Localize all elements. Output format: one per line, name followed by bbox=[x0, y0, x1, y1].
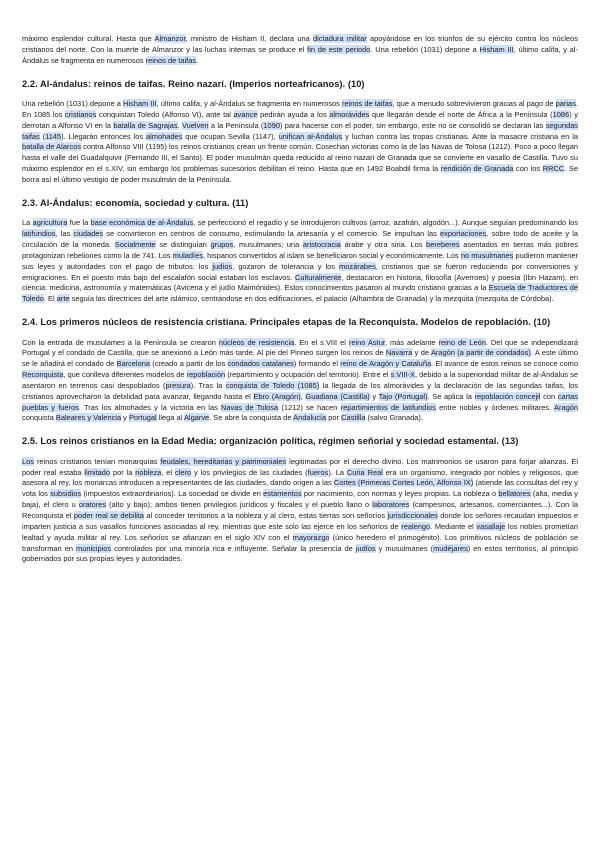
text-run: reinos cristianos tenían monarquías bbox=[34, 456, 161, 466]
text-run: , cristianos que se fueron reduciendo por conversiones y emigraciones. En el puesto más bajo del escalafón social estaban los esclavos. bbox=[22, 261, 578, 282]
text-run: , más adelante bbox=[384, 337, 439, 347]
highlighted-term: Aragón bbox=[554, 402, 578, 412]
text-run: , ministro de Hisham II, declara una bbox=[185, 34, 313, 43]
text-run: Una rebelión (1031) depone a bbox=[22, 99, 124, 109]
text-run: . En 1085 los bbox=[22, 99, 578, 119]
text-run: se distinguían bbox=[155, 239, 211, 249]
text-run: y musulmanes ( bbox=[375, 543, 434, 553]
text-run: con bbox=[540, 391, 558, 401]
highlighted-term: mudéjares bbox=[433, 543, 468, 553]
highlighted-term: Escuela de Traductores de Toledo bbox=[22, 283, 578, 304]
section-2-4-paragraph bbox=[22, 338, 578, 425]
highlighted-term: subsidios bbox=[50, 489, 82, 499]
highlighted-term: base económica de al-Ándalus bbox=[90, 218, 194, 228]
highlighted-term: condados catalanes bbox=[227, 359, 294, 369]
highlighted-term: oratores bbox=[78, 500, 107, 510]
text-run: pedirán ayuda a los bbox=[257, 109, 330, 119]
text-run: , destacaron en historia, filosofía (Averroes) y poesía (Ibn Hazam), en ciencia: medicina, astronomía y matemáticas (Avicena y el judío Maimónides). Estos conocimientos pasaron al mundo cristiano gracias a la bbox=[22, 272, 579, 293]
text-run: apoyándose en los triunfos de su ejército contra los núcleos cristianos del norte. Con la muerte de Almanzor y las luchas internas se produce el bbox=[22, 34, 578, 54]
text-run: por bbox=[326, 413, 342, 423]
text-run: ( bbox=[39, 131, 46, 141]
text-run: por la bbox=[110, 467, 136, 477]
highlighted-term: almorávides bbox=[329, 109, 370, 119]
text-run: conquistan Toledo (Alfonso VI), ante tal bbox=[96, 109, 234, 119]
highlighted-term: ciudades bbox=[73, 229, 104, 239]
text-run: fue la bbox=[67, 218, 91, 228]
highlighted-term: presura bbox=[165, 380, 191, 390]
highlighted-term: conquista de Toledo (1085) bbox=[225, 380, 320, 390]
highlighted-term: s.VIII-X bbox=[390, 370, 415, 380]
text-run: , que a menudo sobrevivieron gracias al pago de bbox=[392, 99, 556, 109]
highlighted-term: avance bbox=[233, 109, 258, 119]
highlighted-term: Algarve bbox=[183, 413, 210, 423]
highlighted-term: rendición de Granada bbox=[440, 164, 514, 174]
text-run: y bbox=[369, 391, 379, 401]
highlighted-term: latifundios bbox=[22, 229, 56, 239]
text-run: que llegarán desde el norte de África a la Península ( bbox=[369, 109, 553, 119]
highlighted-term: municipios bbox=[76, 543, 112, 553]
text-run: . Mediante el bbox=[430, 521, 477, 531]
text-run: ). La bbox=[328, 467, 347, 477]
highlighted-term: Cortes (Primeras Cortes León, Alfonso IX) bbox=[333, 478, 474, 488]
highlighted-term: Andalucía bbox=[293, 413, 327, 423]
text-run: . A este último se le añadirá el condado de bbox=[22, 348, 579, 369]
text-run: , musulmanes; una bbox=[233, 239, 303, 249]
text-run: , se perfeccionó el regadío y se introdujeron cultivos (arroz, azafrán, algodón...). Aunque seguían predominando los bbox=[193, 218, 579, 228]
text-run: ) para hacerse con el poder, sin embargo, este no se consolidó se declaran las bbox=[279, 120, 546, 130]
highlighted-term: clero bbox=[174, 467, 192, 477]
highlighted-term: reino de León bbox=[438, 337, 486, 347]
text-run: llega al bbox=[156, 413, 184, 423]
text-run: la llegada de los almorávides y la declaración de las segundas taifas, los cristianos aprovecharon la debilidad para avanzar, llegando hasta el bbox=[22, 380, 578, 401]
highlighted-term: Aragón (a partir de condados) bbox=[430, 348, 531, 358]
highlighted-term: laboratores bbox=[372, 500, 410, 510]
text-run: ) en estos territorios, al principio gobernados por sus propias leyes y autoridades. bbox=[22, 543, 578, 564]
text-run: (único heredero el primogénito). Los primitivos núcleos de población se transforman en bbox=[22, 532, 578, 553]
text-run: , sobre todo de aceite y la circulación de la moneda. bbox=[22, 229, 579, 249]
highlighted-term: reinos de taifas bbox=[342, 99, 393, 109]
text-run: . En el s.VIII el bbox=[294, 337, 349, 347]
text-run: y bbox=[121, 413, 129, 423]
text-run: (campesinos, artesanos, comerciantes...). Con la Reconquista el bbox=[22, 500, 578, 520]
highlighted-term: 1090 bbox=[263, 120, 280, 130]
text-run: . bbox=[196, 55, 199, 65]
highlighted-term: Almanzor bbox=[154, 34, 186, 43]
text-run: con los bbox=[513, 164, 543, 174]
highlighted-term: repoblación concejil bbox=[474, 391, 541, 401]
text-run: , último califa, y al-Ándalus se fragmenta en numerosos bbox=[156, 99, 342, 109]
text-run: seguía las directrices del arte islámico, centrándose en dos edificaciones, el palacio (Alhambra de Granada) y la mezquita (mezquita de Córdoba). bbox=[69, 294, 554, 304]
highlighted-term: muladíes bbox=[172, 250, 203, 260]
highlighted-term: RRCC bbox=[542, 164, 565, 174]
highlighted-term: Hisham III bbox=[123, 99, 157, 109]
section-2-2-paragraph bbox=[22, 99, 578, 186]
highlighted-term: repartimientos de latifundios bbox=[340, 402, 436, 412]
highlighted-term: vasallaje bbox=[476, 521, 506, 531]
highlighted-term: reinos de taifas bbox=[145, 55, 197, 65]
highlighted-term: Culturalmente bbox=[295, 272, 342, 282]
highlighted-term: unifican al-Ándalus bbox=[278, 131, 343, 141]
highlighted-term: batalla de Sagrajas bbox=[113, 120, 178, 130]
highlighted-term: feudales, hereditarias y patrimoniales bbox=[160, 456, 287, 466]
highlighted-term: Portugal bbox=[128, 413, 157, 423]
highlighted-term: Reconquista bbox=[22, 370, 64, 380]
highlighted-term: Curia Real bbox=[346, 467, 383, 477]
text-run: y luchan contra las tropas cristianas. Ante la masacre cristiana en la bbox=[342, 131, 578, 141]
text-run: , las bbox=[55, 229, 74, 239]
text-run: . Tras los almohades y la victoria en las bbox=[78, 402, 222, 412]
highlighted-term: mozárabes bbox=[339, 261, 376, 271]
text-run: (repartimiento y ocupación del territorio). Entre el bbox=[225, 370, 391, 380]
highlighted-term: Socialmente bbox=[114, 239, 156, 249]
text-run: ). Tras la bbox=[190, 380, 226, 390]
highlighted-term: cartas pueblas y fueros bbox=[22, 391, 578, 412]
section-title-2-3: 2.3. Al-Ándalus: economía, sociedad y cultura. (11) bbox=[22, 197, 249, 208]
section-2-3-paragraph bbox=[22, 218, 578, 305]
text-run: árabe y otra siria. Los bbox=[340, 239, 427, 249]
text-run: , que conlleva diferentes modelos de bbox=[63, 370, 187, 380]
highlighted-term: realengo bbox=[401, 521, 431, 531]
section-title-2-2: 2.2. Al-ándalus: reinos de taifas. Reino nazarí. (Imperios norteafricanos). (10) bbox=[22, 78, 365, 89]
text-run: donde los señores recaudan impuestos e imparten justicia a sus vasallos funciones asociadas al rey, mientras que este solo las ejerce en los señoríos de bbox=[22, 511, 578, 531]
text-run: (alto y bajo); ambos tienen privilegios jurídicos y fiscales y el pueblo llano o bbox=[106, 500, 373, 510]
highlighted-term: Barcelona bbox=[116, 359, 150, 369]
highlighted-term: Los bbox=[22, 456, 34, 466]
text-run: Con la entrada de musulames a la Península se crearon bbox=[22, 337, 219, 347]
highlighted-term: Castilla bbox=[341, 413, 366, 423]
highlighted-term: jurisdiccionales bbox=[387, 511, 438, 520]
highlighted-term: cristianos bbox=[64, 109, 97, 119]
text-run: . Una rebelión (1031) depone a bbox=[370, 44, 480, 54]
text-run: . bbox=[177, 120, 182, 130]
highlighted-term: Tajo (Portugal) bbox=[378, 391, 428, 401]
highlighted-term: exportaciones bbox=[440, 229, 487, 239]
highlighted-term: no musulmanes bbox=[460, 250, 514, 260]
text-run: (1212) se hacen bbox=[278, 402, 341, 412]
text-run: . El bbox=[43, 294, 57, 304]
text-run: . Se borra así el último vestigio de poder musulmán de la Península. bbox=[22, 164, 578, 184]
highlighted-term: batalla de Alarcos bbox=[22, 142, 81, 152]
highlighted-term: Ebro (Aragón) bbox=[253, 391, 301, 401]
text-run: . Del que se independizará Portugal y el condado de Castilla, que se anexionó a León más tarde. Al pie del Pirineo surgen los reinos de bbox=[22, 337, 578, 358]
highlighted-term: aristocracia bbox=[302, 239, 341, 249]
text-run: , último califa, y al-Ándalus se fragmenta en numerosos bbox=[22, 44, 578, 65]
highlighted-term: segundas taifas bbox=[22, 120, 578, 141]
text-run: los nobles prometían lealtad y ayuda militar al rey. Los señoríos se afianzan en el siglo XIV con el bbox=[22, 521, 578, 542]
highlighted-term: mayorazgo bbox=[292, 532, 330, 542]
text-run: , bbox=[300, 391, 306, 401]
highlighted-term: limitado bbox=[84, 467, 111, 477]
highlighted-term: Navas de Tolosa bbox=[221, 402, 279, 412]
text-run: . Se aplica la bbox=[427, 391, 475, 401]
text-run: y de bbox=[412, 348, 431, 358]
highlighted-term: 1086 bbox=[552, 109, 570, 119]
text-run: (alta, media y baja), el clero u bbox=[22, 489, 578, 510]
highlighted-term: dictadura militar bbox=[313, 34, 367, 43]
highlighted-term: estamentos bbox=[263, 489, 302, 499]
highlighted-term: Guadiana (Castilla) bbox=[305, 391, 370, 401]
highlighted-term: Baleares y Valencia bbox=[55, 413, 122, 423]
highlighted-term: reino de Aragón y Cataluña bbox=[340, 359, 432, 369]
text-run: máximo esplendor cultural. Hasta que bbox=[22, 34, 155, 43]
highlighted-term: fueros bbox=[307, 467, 329, 477]
text-run: que ocupan Sevilla (1147), bbox=[182, 131, 279, 141]
text-run: al conceder territorios a la nobleza y al clero, estas tierras son señoríos bbox=[143, 511, 388, 520]
highlighted-term: judíos bbox=[212, 261, 233, 271]
highlighted-term: grupos bbox=[210, 239, 234, 249]
highlighted-term: Hisham III bbox=[479, 44, 514, 54]
text-run: , debido a la superioridad militar de al-Ándalus se asentaron en terrenos casi despoblados ( bbox=[22, 370, 578, 390]
highlighted-term: nobleza bbox=[135, 467, 162, 477]
text-run: . Se abre la conquista de bbox=[209, 413, 294, 423]
highlighted-term: 1145 bbox=[45, 131, 62, 141]
text-run: ). Llegarán entonces los bbox=[61, 131, 146, 141]
section-title-2-4: 2.4. Los primeros núcleos de resistencia cristiana. Principales etapas de la Reconquista. Modelos de repoblación. (10) bbox=[22, 317, 551, 328]
text-run: , el bbox=[161, 467, 175, 477]
text-run: asentados en tierras más pobres protagonizan rebeliones como la de 741. Los bbox=[22, 239, 578, 260]
highlighted-term: parias bbox=[555, 99, 576, 109]
text-run: entre nobles y órdenes militares. bbox=[435, 402, 555, 412]
text-run: controlados por una minoría rica e influyente. Señalar la presencia de bbox=[111, 543, 356, 553]
text-run: (atiende las consultas del rey y vota los bbox=[22, 478, 579, 499]
section-title-2-5: 2.5. Los reinos cristianos en la Edad Media: organización política, régimen señorial y sociedad estamental. (13) bbox=[22, 436, 519, 447]
highlighted-term: Vuelven bbox=[181, 120, 209, 130]
intro-paragraph bbox=[22, 34, 578, 67]
text-run: conquista bbox=[22, 413, 56, 423]
highlighted-term: agricultura bbox=[32, 218, 68, 228]
text-run: y los privilegios de las ciudades ( bbox=[191, 467, 308, 477]
text-run: (salvo Granada). bbox=[365, 413, 423, 423]
text-run: ) y derrotan a Alfonso VI en la bbox=[22, 109, 579, 130]
highlighted-term: bellatores bbox=[498, 489, 531, 499]
text-run: legitimadas por el derecho divino. Los matrimonios se usaron para forjar alianzas. El poder real estaba bbox=[22, 456, 578, 477]
text-run: . El avance de estos reinos se conoce como bbox=[431, 359, 579, 369]
text-run: a la Península ( bbox=[208, 120, 264, 130]
highlighted-term: repoblación bbox=[186, 370, 226, 380]
text-run: , gozaron de tolerancia y los bbox=[232, 261, 340, 271]
highlighted-term: reino Astur bbox=[348, 337, 385, 347]
text-run: se convirtieron en centros de consumo, estimulando la artesanía y el comercio. Se impulsan las bbox=[103, 229, 441, 239]
text-run: era un organismo, integrado por nobles y religiosos, que asesora al rey, los monarcas introducen a representantes de las ciudades, dando origen a las bbox=[22, 467, 578, 488]
text-run: (impuestos extraordinarios). La sociedad se divide en bbox=[81, 489, 264, 499]
text-run: ) formando el bbox=[293, 359, 341, 369]
highlighted-term: judíos bbox=[355, 543, 376, 553]
text-run: (creado a partir de los bbox=[150, 359, 228, 369]
highlighted-term: poder real se debilita bbox=[73, 511, 144, 520]
text-run: contra Alfonso VIII (1195) los reinos cristianos crean un frente común. Cosechan victorias como la de las Navas de Tolosa (1212). Poco a poco llegan hasta el valle del Guadalquivir (Fernando III, el Santo). El poder musulmán queda reducido al reino nazarí de Granada que se convierte en vasallo de Castilla. Tuvo su máximo esplendor en el s.XIV, sin embargo los problemas sucesorios debilitan el reino. Hasta que en 1492 Boabdil firma la bbox=[22, 142, 579, 174]
highlighted-term: núcleos de resistencia bbox=[218, 337, 295, 347]
highlighted-term: fin de este periodo bbox=[307, 44, 371, 54]
highlighted-term: arte bbox=[56, 294, 70, 304]
highlighted-term: Navarra bbox=[385, 348, 413, 358]
section-2-5-paragraph bbox=[22, 457, 578, 565]
highlighted-term: bereberes bbox=[426, 239, 460, 249]
text-run: pudieron mantener sus leyes y autoridades con el pago de tributos: los bbox=[22, 250, 578, 271]
text-run: , hispanos convertidos al islam se beneficiaron social y económicamente. Los bbox=[202, 250, 461, 260]
text-run: por nacimiento, con normas y leyes propias. La nobleza o bbox=[301, 489, 499, 499]
highlighted-term: almohades bbox=[145, 131, 183, 141]
text-run: La bbox=[22, 218, 33, 228]
